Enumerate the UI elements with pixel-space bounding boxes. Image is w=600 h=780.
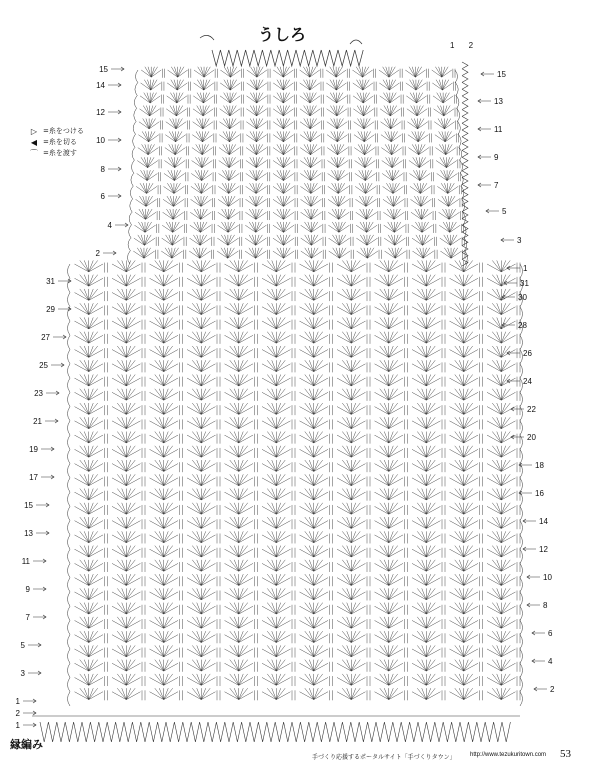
body-edge-right-23 [520, 592, 523, 606]
row-arrow-right [478, 155, 491, 159]
yoke-edge-left-14 [128, 251, 131, 264]
row-label-right: 26 [523, 349, 532, 358]
body-motif-row-1 [75, 275, 521, 287]
row-arrow-left [23, 723, 36, 727]
footer-url: http://www.tezukuritown.com [470, 752, 547, 758]
body-motif-row-29 [75, 674, 521, 686]
body-edge-left-7 [68, 364, 71, 378]
row-label-right: 1 [523, 264, 528, 273]
row-label-left: 11 [21, 557, 30, 566]
carry-yarn-icon: ⌒ [30, 149, 38, 158]
row-arrow-left [108, 194, 121, 198]
body-edge-right-17 [520, 506, 523, 520]
body-edge-right-3 [520, 307, 523, 321]
row-label-left: 1 [15, 721, 20, 730]
row-arrow-left [108, 83, 121, 87]
body-edge-left-25 [68, 620, 71, 634]
yoke-edge-right-1 [456, 83, 459, 96]
row-label-right: 20 [527, 433, 536, 442]
yoke-edge-left-3 [134, 109, 137, 122]
row-label-left: 13 [24, 529, 33, 538]
body-edge-left-26 [68, 635, 71, 649]
body-edge-right-24 [520, 606, 523, 620]
row-arrow-left [58, 279, 71, 283]
body-edge-left-17 [68, 506, 71, 520]
yoke-motif-row-2 [140, 93, 456, 104]
row-arrow-left [111, 67, 124, 71]
row-label-right: 16 [535, 489, 544, 498]
row-arrow-right [519, 463, 532, 467]
row-arrow-right [504, 281, 517, 285]
row-arrow-right [519, 491, 532, 495]
body-edge-right-27 [520, 649, 523, 663]
body-edge-right-19 [520, 535, 523, 549]
row-arrow-left [28, 671, 41, 675]
body-motif-row-7 [75, 360, 521, 372]
row-arrow-right [532, 631, 545, 635]
border-edging [40, 722, 510, 742]
row-arrow-left [33, 587, 46, 591]
row-arrow-left [23, 699, 36, 703]
footer-text: 手づくり応援するポータルサイト「手づくりタウン」 [312, 754, 456, 761]
row-label-right: 14 [539, 517, 548, 526]
yoke-edge-right-4 [458, 122, 461, 135]
column-numbers: 1 2 [450, 41, 480, 50]
row-arrow-left [45, 419, 58, 423]
body-motif-row-15 [75, 474, 521, 486]
body-motif-row-18 [75, 517, 521, 529]
row-label-right: 10 [543, 573, 552, 582]
body-edge-left-18 [68, 521, 71, 535]
body-edge-left-24 [68, 606, 71, 620]
body-edge-right-13 [520, 449, 523, 463]
body-edge-left-15 [68, 478, 71, 492]
body-edge-right-11 [520, 421, 523, 435]
body-edge-right-30 [520, 692, 523, 706]
row-label-right: 2 [550, 685, 555, 694]
row-arrow-right [486, 209, 499, 213]
row-arrow-left [28, 643, 41, 647]
legend-row-cut [28, 137, 84, 148]
body-edge-right-18 [520, 521, 523, 535]
yoke-motif-row-4 [139, 119, 458, 130]
yoke-edge-right-5 [459, 135, 462, 148]
row-arrow-left [41, 447, 54, 451]
row-arrow-right [534, 687, 547, 691]
body-edge-left-12 [68, 435, 71, 449]
row-label-left: 17 [29, 473, 38, 482]
yoke-edge-left-2 [134, 96, 137, 109]
yoke-edge-left-1 [135, 83, 138, 96]
row-arrow-left [36, 531, 49, 535]
yoke-edge-left-12 [129, 225, 132, 238]
row-arrow-left [36, 503, 49, 507]
row-label-left: 10 [96, 136, 105, 145]
body-edge-left-5 [68, 335, 71, 349]
row-arrow-left [103, 251, 116, 255]
body-motif-row-10 [75, 403, 521, 415]
row-arrow-right [502, 295, 515, 299]
yoke-edge-left-9 [130, 186, 133, 199]
row-label-left: 21 [33, 417, 42, 426]
body-motif-row-21 [75, 560, 521, 572]
row-label-left: 4 [107, 221, 112, 230]
page-number: 53 [560, 748, 571, 760]
body-motif-row-12 [75, 432, 521, 444]
row-arrow-left [41, 475, 54, 479]
row-label-left: 15 [24, 501, 33, 510]
yoke-motif-row-0 [141, 67, 455, 78]
row-label-left: 2 [95, 249, 100, 258]
row-arrow-right [532, 659, 545, 663]
body-motif-row-17 [75, 503, 521, 515]
row-arrow-right [478, 127, 491, 131]
legend-row-join [28, 126, 84, 137]
legend-text-carry: =糸を渡す [43, 149, 77, 157]
yoke-motif-row-3 [139, 106, 457, 117]
row-arrow-right [527, 603, 540, 607]
row-label-right: 13 [494, 97, 503, 106]
row-label-left: 15 [99, 65, 108, 74]
body-edge-right-7 [520, 364, 523, 378]
row-label-left: 5 [20, 641, 25, 650]
body-edge-left-0 [68, 264, 71, 278]
body-edge-left-10 [68, 407, 71, 421]
body-edge-right-5 [520, 335, 523, 349]
body-edge-left-30 [68, 692, 71, 706]
row-label-left: 6 [100, 192, 105, 201]
row-arrow-left [108, 110, 121, 114]
body-motif-row-24 [75, 603, 521, 615]
row-label-left: 1 [15, 697, 20, 706]
yoke-edge-right-7 [460, 161, 463, 174]
row-arrow-right [511, 435, 524, 439]
yoke-edge-right-0 [455, 70, 458, 83]
row-arrow-right [523, 519, 536, 523]
body-edge-left-6 [68, 350, 71, 364]
body-edge-right-20 [520, 549, 523, 563]
yoke-motif-row-12 [134, 222, 463, 233]
body-motif-row-26 [75, 631, 521, 643]
body-edge-left-20 [68, 549, 71, 563]
row-label-right: 6 [548, 629, 553, 638]
yoke-edge-left-4 [133, 122, 136, 135]
body-edge-left-9 [68, 392, 71, 406]
row-label-right: 18 [535, 461, 544, 470]
row-arrow-left [46, 391, 59, 395]
row-label-left: 3 [20, 669, 25, 678]
yoke-motif-row-9 [136, 183, 461, 194]
body-motif-row-23 [75, 588, 521, 600]
body-edge-left-2 [68, 293, 71, 307]
row-label-right: 30 [518, 293, 527, 302]
legend-row-carry [28, 148, 84, 159]
row-arrow-right [527, 575, 540, 579]
row-label-left: 19 [29, 445, 38, 454]
body-edge-left-21 [68, 563, 71, 577]
body-motif-row-27 [75, 645, 521, 657]
body-motif-row-19 [75, 531, 521, 543]
yoke-motif-row-8 [137, 170, 461, 181]
yoke-motif-row-6 [138, 144, 459, 155]
row-arrow-right [478, 99, 491, 103]
yoke-edge-right-6 [459, 148, 462, 161]
yoke-edge-left-0 [136, 70, 139, 83]
cut-yarn-icon: ◀ [30, 138, 38, 147]
legend-text-join: =糸をつける [43, 127, 84, 135]
body-motif-row-13 [75, 446, 521, 458]
row-arrow-left [58, 307, 71, 311]
yoke-motif-row-14 [133, 248, 465, 259]
row-label-right: 11 [494, 125, 503, 134]
row-arrow-left [108, 138, 121, 142]
row-label-left: 23 [34, 389, 43, 398]
row-label-right: 15 [497, 70, 506, 79]
row-label-left: 14 [96, 81, 105, 90]
yoke-motif-row-10 [136, 196, 463, 207]
body-motif-row-0 [75, 260, 521, 272]
row-arrow-right [478, 183, 491, 187]
body-edge-right-22 [520, 578, 523, 592]
body-motif-row-28 [75, 660, 521, 672]
body-motif-row-3 [75, 303, 521, 315]
body-edge-left-23 [68, 592, 71, 606]
yoke-edge-right-3 [457, 109, 460, 122]
neckline-edging [212, 50, 363, 66]
body-motif-row-11 [75, 417, 521, 429]
yoke-edge-left-13 [128, 238, 131, 251]
body-edge-right-26 [520, 635, 523, 649]
row-arrow-right [523, 547, 536, 551]
row-label-right: 5 [502, 207, 507, 216]
yoke-edge-left-8 [131, 173, 134, 186]
body-edge-left-11 [68, 421, 71, 435]
row-label-left: 25 [39, 361, 48, 370]
row-label-right: 8 [543, 601, 548, 610]
row-label-left: 7 [25, 613, 30, 622]
row-arrow-left [108, 167, 121, 171]
symbol-legend [28, 126, 84, 159]
join-yarn-icon: ▷ [30, 127, 38, 136]
row-label-right: 22 [527, 405, 536, 414]
row-label-right: 28 [518, 321, 527, 330]
row-label-left: 9 [25, 585, 30, 594]
row-label-left: 27 [41, 333, 50, 342]
body-edge-left-27 [68, 649, 71, 663]
yoke-edge-left-7 [132, 161, 135, 174]
yoke-edge-left-10 [130, 199, 133, 212]
body-edge-right-9 [520, 392, 523, 406]
body-edge-left-13 [68, 449, 71, 463]
yoke-motif-row-13 [134, 235, 464, 246]
body-edge-right-15 [520, 478, 523, 492]
yoke-motif-row-11 [135, 209, 463, 220]
row-arrow-right [481, 72, 494, 76]
body-edge-left-29 [68, 677, 71, 691]
body-edge-left-8 [68, 378, 71, 392]
body-motif-row-6 [75, 346, 521, 358]
row-label-left: 8 [100, 165, 105, 174]
yoke-edge-right-2 [456, 96, 459, 109]
body-edge-right-21 [520, 563, 523, 577]
row-label-right: 12 [539, 545, 548, 554]
body-motif-row-22 [75, 574, 521, 586]
row-label-right: 9 [494, 153, 499, 162]
row-arrow-right [501, 238, 514, 242]
row-label-right: 4 [548, 657, 553, 666]
body-motif-row-25 [75, 617, 521, 629]
body-edge-right-29 [520, 677, 523, 691]
row-label-left: 31 [46, 277, 55, 286]
yoke-motif-row-1 [141, 80, 456, 91]
body-edge-right-25 [520, 620, 523, 634]
yoke-edge-right-8 [461, 173, 464, 186]
yoke-edge-left-5 [133, 135, 136, 148]
body-motif-row-4 [75, 317, 521, 329]
body-motif-row-20 [75, 546, 521, 558]
row-arrow-right [507, 351, 520, 355]
row-arrow-left [33, 559, 46, 563]
yoke-motif-row-5 [138, 131, 458, 142]
row-label-right: 7 [494, 181, 499, 190]
row-label-right: 3 [517, 236, 522, 245]
body-motif-row-5 [75, 332, 521, 344]
row-label-left: 2 [15, 709, 20, 718]
body-motif-row-30 [75, 688, 521, 700]
row-arrow-left [115, 223, 128, 227]
body-motif-row-2 [75, 289, 521, 301]
row-arrow-left [23, 711, 36, 715]
body-motif-row-8 [75, 375, 521, 387]
row-arrow-right [502, 323, 515, 327]
row-arrow-left [51, 363, 64, 367]
yoke-edge-left-11 [129, 212, 132, 225]
body-motif-row-14 [75, 460, 521, 472]
row-arrow-right [507, 266, 520, 270]
row-arrow-left [33, 615, 46, 619]
body-edge-left-16 [68, 492, 71, 506]
row-label-left: 12 [96, 108, 105, 117]
body-edge-left-4 [68, 321, 71, 335]
row-arrow-right [507, 379, 520, 383]
body-edge-right-28 [520, 663, 523, 677]
body-edge-left-22 [68, 578, 71, 592]
body-edge-left-14 [68, 464, 71, 478]
row-label-left: 29 [46, 305, 55, 314]
row-label-right: 24 [523, 377, 532, 386]
row-label-right: 31 [520, 279, 529, 288]
chart-title: うしろ [258, 25, 307, 44]
row-arrow-left [53, 335, 66, 339]
body-edge-left-19 [68, 535, 71, 549]
yoke-edge-left-6 [132, 148, 135, 161]
border-label: 縁編み [10, 738, 43, 751]
yoke-motif-row-7 [137, 157, 460, 168]
legend-text-cut: =糸を切る [43, 138, 77, 146]
body-motif-row-16 [75, 489, 521, 501]
body-edge-left-28 [68, 663, 71, 677]
body-motif-row-9 [75, 389, 521, 401]
